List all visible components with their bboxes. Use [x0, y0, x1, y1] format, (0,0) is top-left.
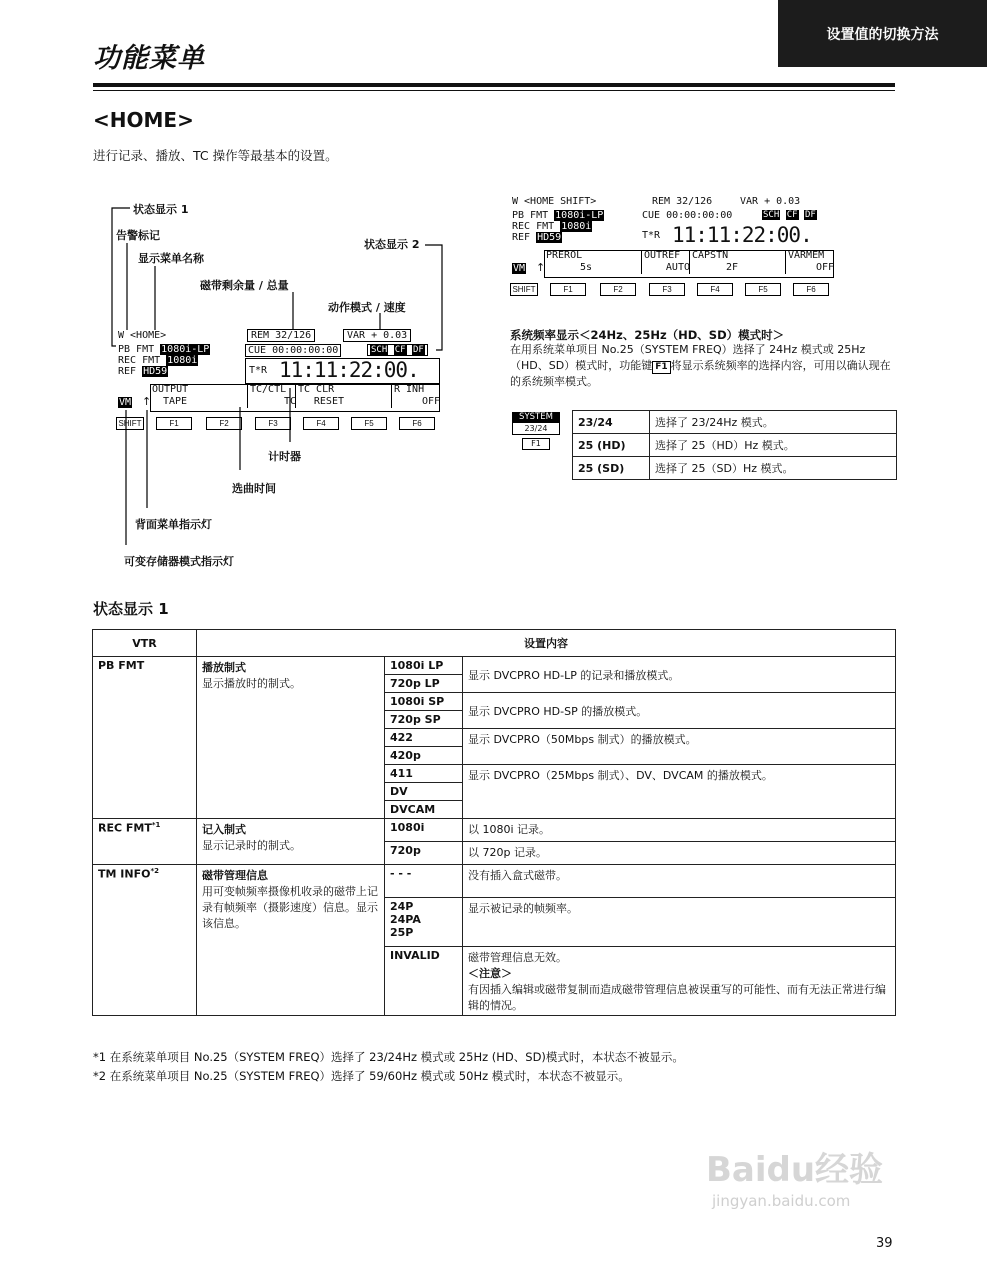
lcd-shift-f6: VARMEM OFF [785, 250, 834, 274]
sysfreq-title: 系统频率显示＜24Hz、25Hz（HD、SD）模式时＞ [510, 328, 785, 342]
lcd-shift-cue: CUE 00:00:00:00 [642, 210, 733, 221]
shift-key-f6[interactable]: F6 [793, 283, 829, 296]
lcd-timer-box [245, 358, 440, 384]
lcd-rec-val: 1080i [167, 355, 198, 366]
lcd-shift-left-block: PB FMT 1080i-LP REC FMT 1080i REF HD59 [512, 210, 604, 243]
table-row: TM INFO$^{*2}$ 磁带管理信息 用可变帧频率摄像机收录的磁带上记录有帧频率（摄影速度）信息。显示该信息。 - - - 没有插入盒式磁带。 [93, 865, 896, 898]
key-f1[interactable]: F1 [156, 417, 192, 430]
lcd-back-arrow: ↑ [142, 395, 152, 408]
lcd-status2: SCH CF DF [367, 344, 428, 356]
lcd-f6: R INH OFF [391, 384, 440, 408]
shift-key-f1[interactable]: F1 [550, 283, 586, 296]
lcd-f4: TC CLR RESET [295, 384, 344, 408]
lcd-var: VAR + 0.03 [343, 329, 411, 342]
watermark [706, 1130, 926, 1230]
lcd-shift-tr: T*R [642, 230, 661, 241]
table-row: 422 显示 DVCPRO（50Mbps 制式）的播放模式。 [93, 729, 896, 747]
lcd-tr: T*R [249, 365, 268, 376]
intro-text: 进行记录、播放、TC 操作等最基本的设置。 [93, 148, 338, 163]
status1-table [92, 629, 896, 1016]
page-number: 39 [876, 1236, 893, 1251]
table-row: 25 (HD) 选择了 25（HD）Hz 模式。 [573, 434, 897, 457]
callout-timer: 计时器 [268, 450, 301, 463]
callout-cue-time: 选曲时间 [232, 482, 276, 495]
lcd-shift-f4: CAPSTN 2F [689, 250, 738, 274]
sysfreq-icon [512, 412, 560, 452]
table-row: 720p SP [93, 711, 896, 729]
footnote-2: *2 在系统菜单项目 No.25（SYSTEM FREQ）选择了 59/60Hz 模式或 50Hz 模式时，本状态不被显示。 [93, 1069, 630, 1083]
lcd-rec: REC FMT [118, 355, 161, 366]
table-row: REC FMT$^{*1}$ 记入制式 显示记录时的制式。 1080i 以 1080i 记录。 [93, 819, 896, 842]
lcd-home-shift [510, 195, 834, 277]
lcd-menu-name: W <HOME> [118, 330, 167, 341]
lcd-f3: TC/CTL TC [247, 384, 296, 408]
shift-key-f4[interactable]: F4 [697, 283, 733, 296]
watermark-brand: Baidu经验 [706, 1150, 884, 1190]
callout-op-mode: 动作模式 / 速度 [328, 301, 406, 314]
lcd-f1: OUTPUT TAPE [152, 384, 189, 407]
lcd-vm-indicator: VM [119, 397, 132, 408]
key-f6[interactable]: F6 [399, 417, 435, 430]
callout-status2: 状态显示 2 [364, 238, 420, 251]
home-heading: <HOME> [93, 108, 194, 132]
lcd-time: 11:11:22:00. [279, 358, 419, 382]
table-row: INVALID 磁带管理信息无效。 ＜注意＞ 有因插入编辑或磁带复制而造成磁带管理信息被误重写的可能性、而有无法正常进行编辑的情况。 [93, 947, 896, 1016]
lcd-shift-vm-indicator: VM [513, 263, 526, 274]
lcd-home [116, 329, 440, 411]
shift-key-f5[interactable]: F5 [745, 283, 781, 296]
lcd-left-block [118, 344, 210, 377]
lcd-pb-val: 1080i-LP [161, 344, 210, 355]
key-f2[interactable]: F2 [206, 417, 242, 430]
key-f5[interactable]: F5 [351, 417, 387, 430]
footnote-1: *1 在系统菜单项目 No.25（SYSTEM FREQ）选择了 23/24Hz 模式或 25Hz (HD、SD)模式时，本状态不被显示。 [93, 1050, 684, 1064]
key-f4[interactable]: F4 [303, 417, 339, 430]
callout-vm-mode: 可变存储器模式指示灯 [124, 555, 234, 568]
table-row: 720p LP [93, 675, 896, 693]
lcd-shift-f1: PREROL 5s [546, 250, 592, 273]
table-header: VTR 设置内容 [93, 630, 896, 657]
lcd-shift-status2: SCH CF DF [763, 210, 816, 220]
page-title: 功能菜单 [93, 43, 205, 74]
key-shift[interactable]: SHIFT [116, 417, 144, 430]
table-row: 24P 24PA 25P 显示被记录的帧频率。 [93, 898, 896, 947]
shift-key-shift[interactable]: SHIFT [510, 283, 538, 296]
callout-tape-remain: 磁带剩余量 / 总量 [200, 279, 289, 292]
sysfreq-icon-label: SYSTEM [512, 412, 560, 423]
status1-heading: 状态显示 1 [93, 600, 169, 618]
sysfreq-table [572, 410, 897, 480]
lcd-shift-back-arrow: ↑ [536, 261, 546, 274]
table-row: 420p [93, 747, 896, 765]
callout-status1: 状态显示 1 [133, 203, 189, 216]
lcd-shift-time: 11:11:22:00. [672, 223, 812, 247]
lcd-pb: PB FMT [118, 344, 155, 355]
key-f3[interactable]: F3 [255, 417, 291, 430]
table-row: 411 显示 DVCPRO（25Mbps 制式）、DV、DVCAM 的播放模式。 [93, 765, 896, 783]
callout-back-menu: 背面菜单指示灯 [135, 518, 212, 531]
watermark-url: jingyan.baidu.com [712, 1192, 851, 1210]
lcd-cue: CUE 00:00:00:00 [245, 344, 341, 357]
lcd-rem: REM 32/126 [247, 329, 315, 342]
sysfreq-icon-value: 23/24 [512, 423, 560, 435]
table-row: 720p 以 720p 记录。 [93, 842, 896, 865]
sysfreq-icon-key: F1 [522, 438, 550, 450]
table-row: DVCAM [93, 801, 896, 819]
shift-key-f3[interactable]: F3 [649, 283, 685, 296]
lcd-shift-rem: REM 32/126 [652, 196, 713, 207]
callout-menu-name: 显示菜单名称 [138, 252, 204, 265]
table-row: 1080i SP 显示 DVCPRO HD-SP 的播放模式。 [93, 693, 896, 711]
table-row: DV [93, 783, 896, 801]
callout-warning: 告警标记 [116, 229, 160, 242]
table-row: PB FMT 播放制式 显示播放时的制式。 1080i LP 显示 DVCPRO HD-LP 的记录和播放模式。 [93, 657, 896, 675]
shift-key-f2[interactable]: F2 [600, 283, 636, 296]
lcd-ref: REF [118, 366, 137, 377]
lcd-ref-val: HD59 [143, 366, 168, 377]
lcd-shift-menu-name: W <HOME SHIFT> [512, 196, 597, 207]
sysfreq-description: 在用系统菜单项目 No.25（SYSTEM FREQ）选择了 24Hz 模式或 25Hz（HD、SD）模式时，功能键 F1 将显示系统频率的选择内容，可用以确认现在的系统频率模式。 [510, 343, 891, 388]
table-row: 25 (SD) 选择了 25（SD）Hz 模式。 [573, 457, 897, 480]
section-tab-label: 设置值的切换方法 [826, 26, 939, 43]
f1-key-glyph: F1 [652, 361, 670, 374]
table-row: 23/24 选择了 23/24Hz 模式。 [573, 411, 897, 434]
callout-lines [0, 0, 987, 600]
lcd-shift-f3: OUTREF AUTO [641, 250, 690, 274]
lcd-shift-var: VAR + 0.03 [740, 196, 801, 207]
